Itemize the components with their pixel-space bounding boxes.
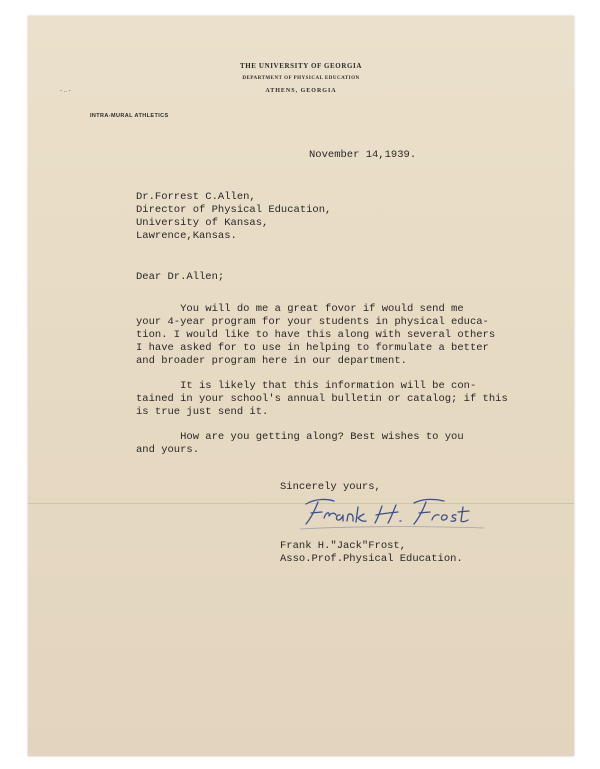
letter-page: [28, 16, 574, 756]
body-line: your 4-year program for your students in physical educa-: [136, 316, 489, 328]
body-line: tion. I would like to have this along with several others: [136, 329, 496, 341]
recipient-city: Lawrence,Kansas.: [136, 230, 237, 242]
body-line: It is likely that this information will be con-: [136, 380, 477, 392]
body-line: is true just send it.: [136, 406, 269, 418]
letterhead-institution: THE UNIVERSITY OF GEORGIA: [239, 62, 363, 70]
letterhead-department: DEPARTMENT OF PHYSICAL EDUCATION: [242, 76, 360, 81]
letter-date: November 14,1939.: [309, 149, 417, 161]
recipient-title: Director of Physical Education,: [136, 204, 332, 216]
letterhead-location: ATHENS, GEORGIA: [265, 88, 337, 94]
body-line: I have asked for to use in helping to formulate a better: [136, 342, 489, 354]
body-line: and broader program here in our department.: [136, 355, 407, 367]
body-line: and yours.: [136, 444, 200, 456]
salutation: Dear Dr.Allen;: [136, 271, 225, 283]
body-line: You will do me a great fovor if would send me: [136, 303, 464, 315]
signer-title: Asso.Prof.Physical Education.: [280, 553, 463, 565]
handwritten-signature: [298, 490, 488, 534]
signer-name: Frank H."Jack"Frost,: [280, 540, 407, 552]
body-line: tained in your school's annual bulletin or catalog; if this: [136, 393, 508, 405]
recipient-name: Dr.Forrest C.Allen,: [136, 191, 256, 203]
closing: Sincerely yours,: [280, 481, 381, 493]
letterhead-division: INTRA-MURAL ATHLETICS: [90, 113, 169, 119]
recipient-institution: University of Kansas,: [136, 217, 269, 229]
corner-mark: - .. -: [60, 88, 71, 94]
body-line: How are you getting along? Best wishes to you: [136, 431, 464, 443]
